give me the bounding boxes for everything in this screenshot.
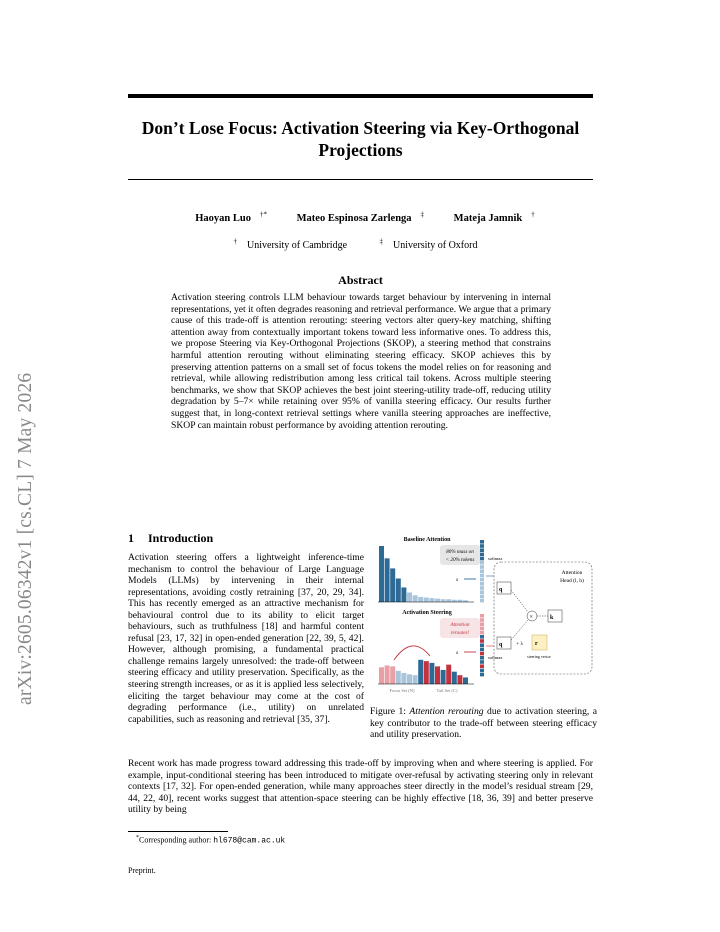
baseline-note-2: < 20% tokens: [445, 557, 475, 563]
steering-bar: [407, 674, 412, 684]
attention-diagram: [372, 534, 597, 706]
baseline-bar: [441, 599, 446, 602]
softmax-cell: [480, 557, 484, 561]
baseline-bar: [435, 599, 440, 602]
softmax-cell: [480, 544, 484, 548]
baseline-bar: [418, 597, 423, 602]
softmax-cell: [480, 643, 484, 647]
steering-bar: [452, 672, 457, 684]
steering-bar: [424, 661, 429, 684]
steering-bar: [401, 673, 406, 684]
author-3: Mateja Jamnik †: [453, 210, 535, 224]
softmax-cell: [480, 660, 484, 664]
steering-bar: [446, 665, 451, 684]
arxiv-stamp: arXiv:2605.06342v1 [cs.CL] 7 May 2026: [15, 372, 36, 705]
q-label-bottom: q: [499, 642, 503, 648]
r-label: r: [535, 641, 538, 647]
baseline-score-label: s: [456, 577, 459, 583]
steering-bars: [379, 660, 468, 684]
softmax-cell: [480, 540, 484, 544]
caption-prefix: Figure 1:: [370, 706, 406, 717]
softmax-cell: [480, 656, 484, 660]
baseline-bar: [390, 568, 395, 602]
steering-bar: [413, 675, 418, 684]
preprint-label: Preprint.: [128, 866, 156, 875]
section-number: 1: [128, 531, 134, 545]
softmax-cell: [480, 565, 484, 569]
focus-set-label: Focus Set (N): [389, 688, 415, 693]
softmax-cell: [480, 648, 484, 652]
softmax-cell: [480, 669, 484, 673]
softmax-cell: [480, 582, 484, 586]
softmax-cell: [480, 595, 484, 599]
softmax-cell: [480, 586, 484, 590]
steering-bar: [463, 677, 468, 684]
softmax-cell: [480, 574, 484, 578]
steering-score-label: s: [456, 650, 459, 656]
softmax-strip-bottom: [480, 614, 484, 676]
steering-bar: [379, 667, 384, 684]
baseline-bar: [396, 578, 401, 602]
steering-note-1: Attention: [450, 622, 470, 628]
caption-text: due to activation steering, a key contributor to the trade-off between steering efficacy and utility preservation.: [370, 706, 597, 741]
baseline-bar: [413, 595, 418, 602]
author-2: Mateo Espinosa Zarlenga ‡: [296, 210, 425, 224]
affiliation-1: † University of Cambridge: [233, 238, 348, 252]
section-title: Introduction: [148, 531, 214, 545]
softmax-strip-top: [480, 540, 484, 602]
softmax-cell: [480, 548, 484, 552]
softmax-cell: [480, 578, 484, 582]
steering-bar: [429, 663, 434, 684]
steering-bar: [418, 660, 423, 684]
softmax-cell: [480, 664, 484, 668]
title-top-rule: [128, 94, 593, 98]
softmax-cell: [480, 569, 484, 573]
head-label-2: Head (l, h): [560, 578, 584, 584]
footnote-email: hl678@cam.ac.uk: [213, 836, 286, 846]
steering-title: Activation Steering: [402, 610, 452, 616]
reroute-arrow: [394, 646, 430, 660]
softmax-cell: [480, 652, 484, 656]
baseline-bar: [379, 546, 384, 602]
baseline-bar: [452, 600, 457, 602]
steering-bar: [390, 666, 395, 684]
steering-vector-label: steering vector: [527, 654, 551, 659]
baseline-bar: [424, 598, 429, 602]
head-label-1: Attention: [561, 570, 583, 576]
steering-bar: [396, 671, 401, 684]
title-bottom-rule: [128, 179, 593, 180]
paper-title: Don’t Lose Focus: Activation Steering via Key-Orthogonal Projections: [141, 118, 580, 160]
softmax-cell: [480, 590, 484, 594]
steering-bar: [441, 670, 446, 684]
caption-italic: Attention rerouting: [409, 706, 484, 717]
softmax-cell: [480, 614, 484, 618]
softmax-cell: [480, 627, 484, 631]
footnote-rule: [128, 831, 228, 832]
figure-1: [372, 534, 597, 706]
abstract-text: Activation steering controls LLM behaviour towards target behaviour by intervening in internal representations, yet it often degrades reasoning and retrieval performance. We argue that a primary cause of this trade-off is attention rerouting: steering vectors alter query-key matching, shifting attention away from contextually important tokens toward less informative ones. To address this, we propose Steering via Key-Orthogonal Projections (SKOP), a steering method that constrains harmful attention rerouting without eliminating steering efficacy. SKOP achieves this by preserving attention patterns on a small set of focus tokens the model relies on for reasoning and retrieval, while allowing redistribution among less critical tail tokens. Across multiple steering benchmarks, we show that SKOP achieves the best joint steering-utility trade-off, reducing utility degradation by 5–7× while retaining over 95% of vanilla steering efficacy. Our results further suggest that, in long-context retrieval settings where vanilla steering approaches are ineffective, SKOP can maintain robust performance by avoiding attention rerouting.: [171, 292, 551, 431]
softmax-cell: [480, 622, 484, 626]
softmax-label-top: softmax: [488, 556, 503, 561]
footnote-text: Corresponding author:: [139, 835, 212, 845]
plus-lambda: + λ: [516, 641, 524, 647]
affiliations: [128, 238, 593, 251]
softmax-cell: [480, 639, 484, 643]
baseline-title: Baseline Attention: [403, 537, 451, 543]
affiliation-2: ‡ University of Oxford: [379, 238, 478, 252]
softmax-cell: [480, 553, 484, 557]
baseline-note-1: 80% mass on: [446, 549, 474, 555]
intro-paragraph-1: Activation steering offers a lightweight inference-time mechanism to control the behaviour of Large Language Models (LLMs) by intervening in their internal representations, avoiding costly retraining [37, 20, 29, 34]. This has recently emerged as an attractive mechanism for behavioural control due to its ability to elicit target behaviours, such as truthfulness [18] and harmful content refusal [23, 17, 32] in open-ended generation [22, 39, 5, 42]. However, although promising, a fundamental practical challenge remains largely unresolved: the trade-off between steering efficacy and utility preservation. Specifically, as the steering strength increases, or as it is applied less selectively, eliciting the target behaviour may come at the cost of degrading performance (i.e., utility) on unrelated capabilities, such as reasoning and retrieval [35, 37].: [128, 552, 364, 725]
softmax-cell: [480, 631, 484, 635]
tail-set-label: Tail Set (C): [436, 688, 458, 693]
intro-paragraph-2: Recent work has made progress toward addressing this trade-off by improving when and where steering is applied. For example, input-conditional steering has been introduced to mitigate over-refusal by activating steering only in relevant contexts [17, 32]. For open-ended generation, while many approaches steer directly in the model’s residual stream [29, 44, 22, 40], recent works suggest that attention-space steering can be highly effective [18, 36, 39] and better preserve utility by being: [128, 758, 593, 816]
baseline-bar: [401, 587, 406, 602]
baseline-bar: [429, 598, 434, 602]
steering-bar: [435, 666, 440, 684]
q-label-top: q: [499, 587, 503, 593]
steering-bar: [385, 666, 390, 684]
softmax-cell: [480, 635, 484, 639]
steering-bar: [457, 675, 462, 684]
baseline-bar: [446, 599, 451, 602]
softmax-cell: [480, 618, 484, 622]
softmax-label-bottom: softmax: [488, 655, 503, 660]
footnote: *Corresponding author: hl678@cam.ac.uk: [136, 835, 286, 846]
author-1: Haoyan Luo †*: [195, 210, 267, 224]
section-heading: [128, 531, 213, 546]
q-link-top: [511, 590, 528, 612]
baseline-bar: [457, 600, 462, 602]
softmax-cell: [480, 599, 484, 603]
figure-caption: [370, 706, 597, 741]
author-list: [128, 210, 593, 224]
softmax-cell: [480, 561, 484, 565]
abstract-heading: Abstract: [338, 273, 383, 287]
baseline-bar: [407, 592, 412, 602]
softmax-cell: [480, 673, 484, 677]
q-link-bottom: [511, 620, 528, 640]
baseline-bar: [385, 558, 390, 602]
steering-note-2: reroutes!: [450, 630, 470, 636]
k-label: k: [550, 615, 554, 621]
product-sign: ×: [529, 614, 533, 621]
